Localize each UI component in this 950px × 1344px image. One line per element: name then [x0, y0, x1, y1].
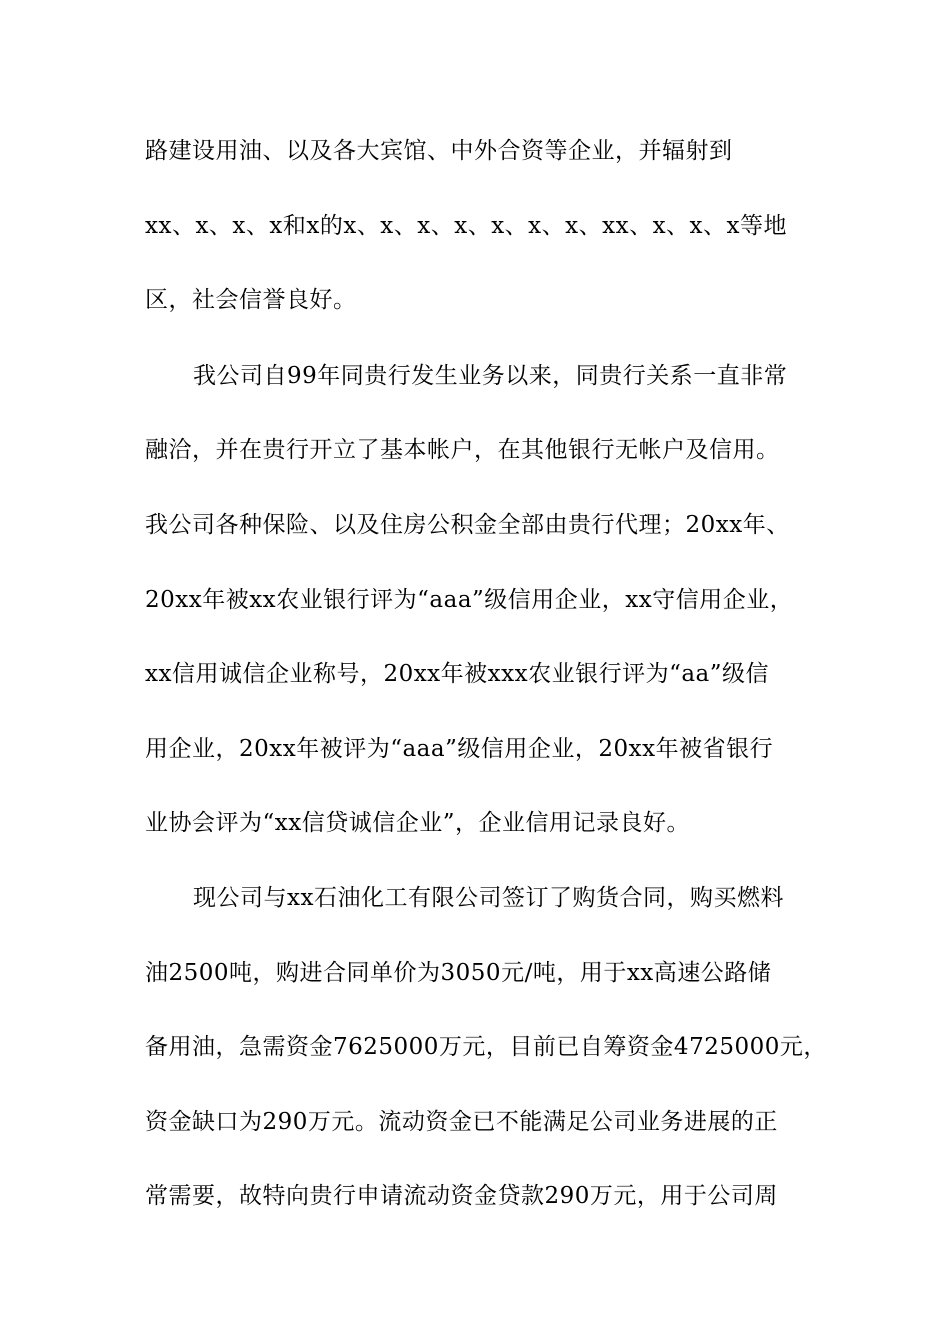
text-line: 资金缺口为290万元。流动资金已不能满足公司业务进展的正 — [145, 1109, 778, 1135]
text-line: 用企业，20xx年被评为“aaa”级信用企业，20xx年被省银行 — [145, 736, 774, 762]
paragraph-first-line: 我公司自99年同贵行发生业务以来，同贵行关系一直非常 — [193, 363, 788, 389]
text-line: 常需要，故特向贵行申请流动资金贷款290万元，用于公司周 — [145, 1183, 778, 1209]
text-line: xx、x、x、x和x的x、x、x、x、x、x、x、xx、x、x、x等地 — [145, 213, 787, 239]
text-line: 油2500吨，购进合同单价为3050元/吨，用于xx高速公路储 — [145, 960, 772, 986]
text-line: 我公司各种保险、以及住房公积金全部由贵行代理；20xx年、 — [145, 512, 790, 538]
text-line: 业协会评为“xx信贷诚信企业”，企业信用记录良好。 — [145, 810, 690, 836]
text-line: 路建设用油、以及各大宾馆、中外合资等企业，并辐射到 — [145, 138, 733, 164]
text-line: 区，社会信誉良好。 — [145, 287, 357, 313]
text-line: 融洽，并在贵行开立了基本帐户，在其他银行无帐户及信用。 — [145, 437, 780, 463]
text-line: xx信用诚信企业称号，20xx年被xxx农业银行评为“aa”级信 — [145, 661, 770, 687]
text-line: 20xx年被xx农业银行评为“aaa”级信用企业，xx守信用企业， — [145, 587, 794, 613]
text-line: 备用油，急需资金7625000万元，目前已自筹资金4725000元， — [145, 1034, 827, 1060]
paragraph-first-line: 现公司与xx石油化工有限公司签订了购货合同，购买燃料 — [193, 885, 784, 911]
